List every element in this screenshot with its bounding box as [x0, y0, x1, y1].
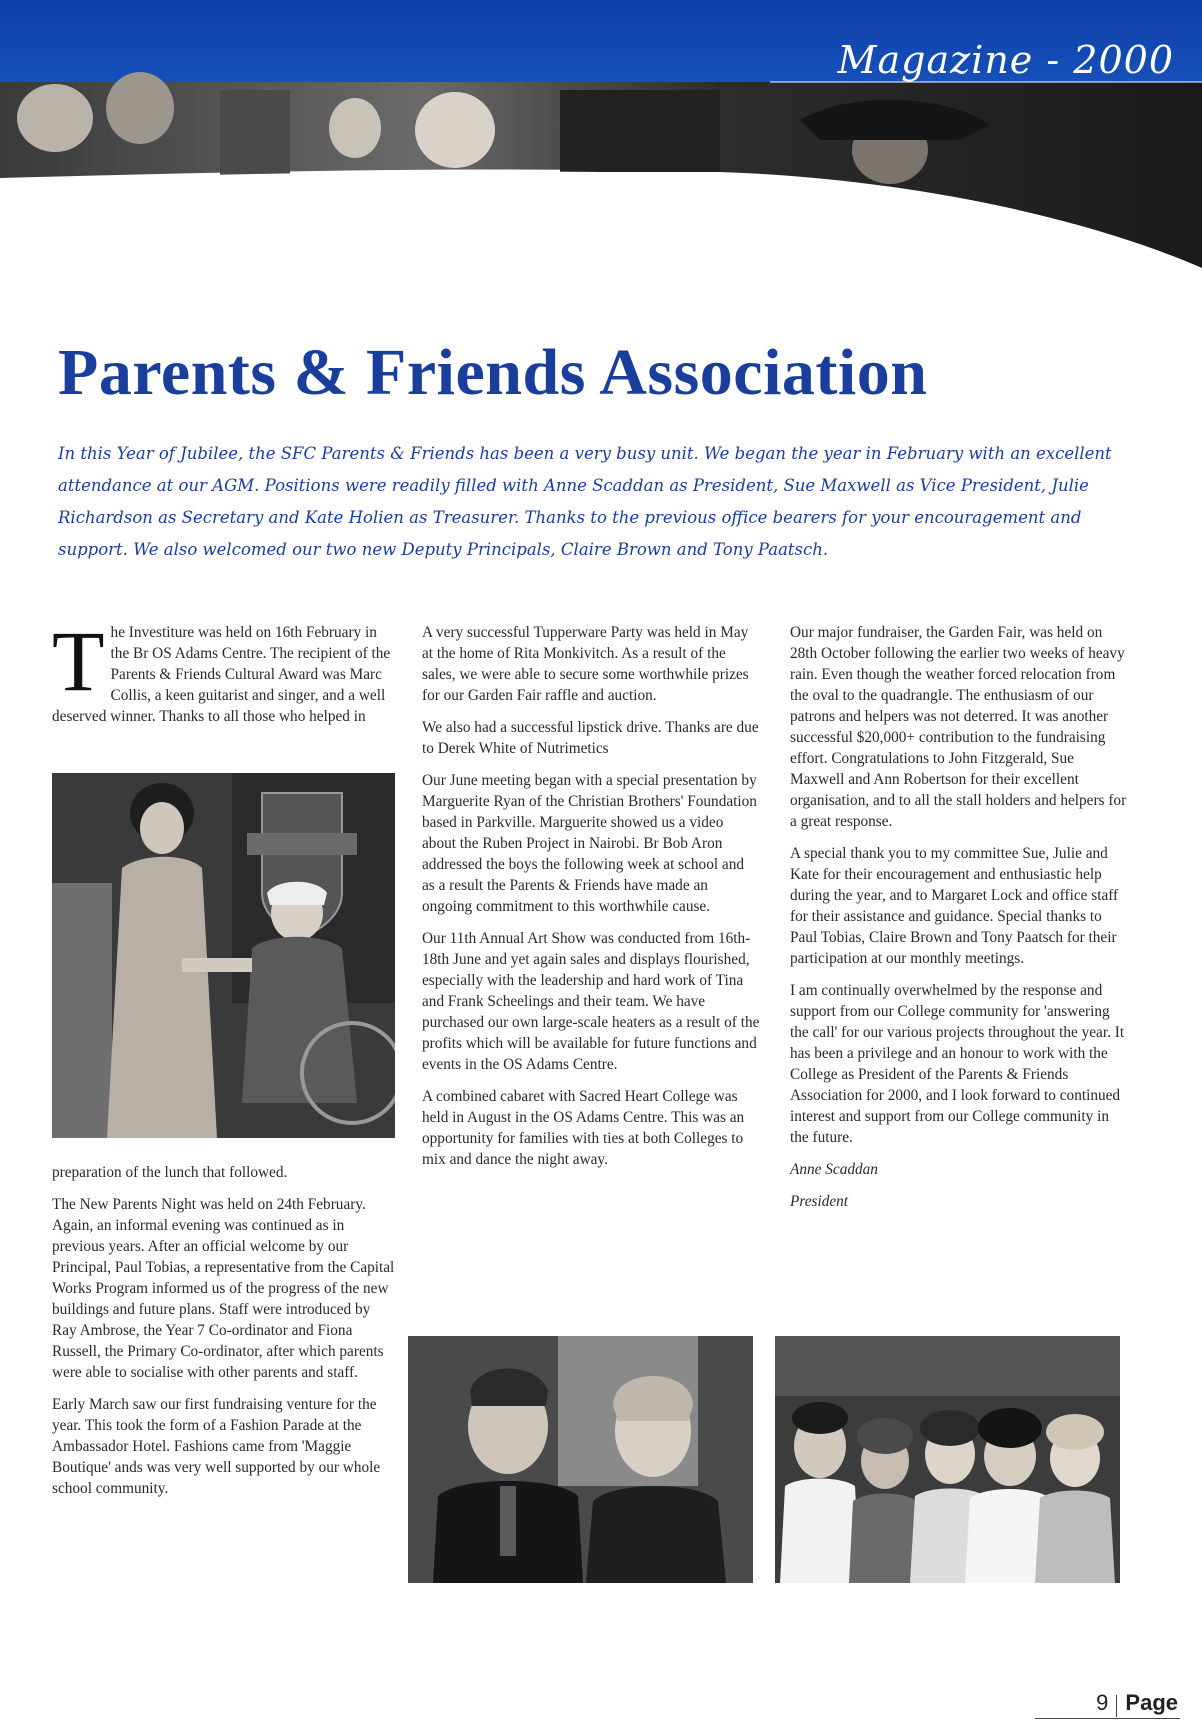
paragraph: Early March saw our first fundraising venture for the year. This took the form of a Fashion Parade at the Ambassador Hotel. Fashions came from 'Maggie Boutique' ands was very well supported by our whole school community.: [52, 1396, 381, 1497]
footer-rule: [1035, 1718, 1180, 1719]
paragraph: A very successful Tupperware Party was held in May at the home of Rita Monkivitch. As a result of the sales, we were able to secure some worthwhile prizes for our Garden Fair raffle and auction.: [422, 624, 749, 704]
footer-divider: [1116, 1695, 1117, 1717]
photo-face: [17, 84, 93, 152]
paragraph: The New Parents Night was held on 24th February. Again, an informal evening was continued as in previous years. After an official welcome by our Principal, Paul Tobias, a representative from the Capital Works Program informed us of the progress of the new buildings and future plans. Staff were introduced by Ray Ambrose, the Year 7 Co-ordinator and Fiona Russell, the Primary Co-ordinator, after which parents were able to socialise with other parents and staff.: [52, 1196, 395, 1381]
photo-deputy-principals: [408, 1336, 753, 1583]
photo-committee: [775, 1336, 1120, 1583]
page-number: 9: [1096, 1690, 1109, 1715]
paragraph: I am continually overwhelmed by the response and support from our College community for 'answering the call' for our various projects throughout the year. It has been a privilege and an honour to work with the College as President of the Parents & Friends Association for 2000, and I look forward to continued interest and support from our College community in the future.: [790, 982, 1125, 1146]
column-1: [52, 613, 395, 738]
paragraph: Our major fundraiser, the Garden Fair, was held on 28th October following the earlier two weeks of heavy rain. Even though the weather forced relocation from the oval to the quadrangle. The enthusiasm of our patrons and helpers was not deterred. It was another successful $20,000+ contribution to the fundraising effort. Congratulations to John Fitzgerald, Sue Maxwell and Ann Robertson for their excellent organisation, and to all the stall holders and helpers for a great response.: [790, 624, 1127, 830]
paragraph: Our 11th Annual Art Show was conducted from 16th-18th June and yet again sales and displays flourished, especially with the leadership and hard work of Tina and Frank Scheelings and their team. We have purchased our own large-scale heaters as a result of the profits which will be available for future functions and events in the OS Adams Centre.: [422, 930, 760, 1073]
drop-cap: T: [52, 613, 105, 709]
paragraph: We also had a successful lipstick drive. Thanks are due to Derek White of Nutrimetics: [422, 719, 759, 757]
paragraph: Our June meeting began with a special presentation by Marguerite Ryan of the Christian Brothers' Foundation based in Parkville. Marguerite showed us a video about the Ruben Project in Nairobi. Br Bob Aron addressed the boys the following week at school and as a result the Parents & Friends have made an ongoing commitment to this worthwhile cause.: [422, 772, 757, 915]
signature-title: President: [790, 1193, 849, 1210]
photo-award-presentation: [52, 773, 395, 1138]
signature-name: Anne Scaddan: [790, 1161, 878, 1178]
column-3: [790, 622, 1128, 1223]
paragraph: A special thank you to my committee Sue, Julie and Kate for their encouragement and enthusiastic help during the year, and to Margaret Lock and office staff for their assistance and guidance. Special thanks to Paul Tobias, Claire Brown and Tony Paatsch for their participation at our monthly meetings.: [790, 845, 1119, 967]
page-title: Parents & Friends Association: [58, 336, 928, 409]
paragraph: A combined cabaret with Sacred Heart College was held in August in the OS Adams Centre. This was an opportunity for families with ties at both Colleges to mix and dance the night away.: [422, 1088, 745, 1168]
page-label: Page: [1125, 1690, 1178, 1715]
intro-paragraph: In this Year of Jubilee, the SFC Parents & Friends has been a very busy unit. We began the year in February with an excellent attendance at our AGM. Positions were readily filled with Anne Scaddan as President, Sue Maxwell as Vice President, Julie Richardson as Secretary and Kate Holien as Treasurer. Thanks to the previous office bearers for your encouragement and support. We also welcomed our two new Deputy Principals, Claire Brown and Tony Paatsch.: [58, 444, 1112, 559]
header-banner: [0, 0, 1202, 300]
column-1-continued: [52, 1162, 395, 1510]
page-footer: [1096, 1690, 1178, 1717]
paragraph: [52, 613, 395, 727]
column-2: [422, 622, 760, 1181]
paragraph: preparation of the lunch that followed.: [52, 1164, 288, 1181]
magazine-title: Magazine - 2000: [837, 38, 1174, 82]
paragraph-text: he Investiture was held on 16th February in the Br OS Adams Centre. The recipient of the Parents & Friends Cultural Award was Marc Collis, a keen guitarist and singer, and a well deserved winner. Thanks to all those who helped in: [52, 624, 391, 725]
